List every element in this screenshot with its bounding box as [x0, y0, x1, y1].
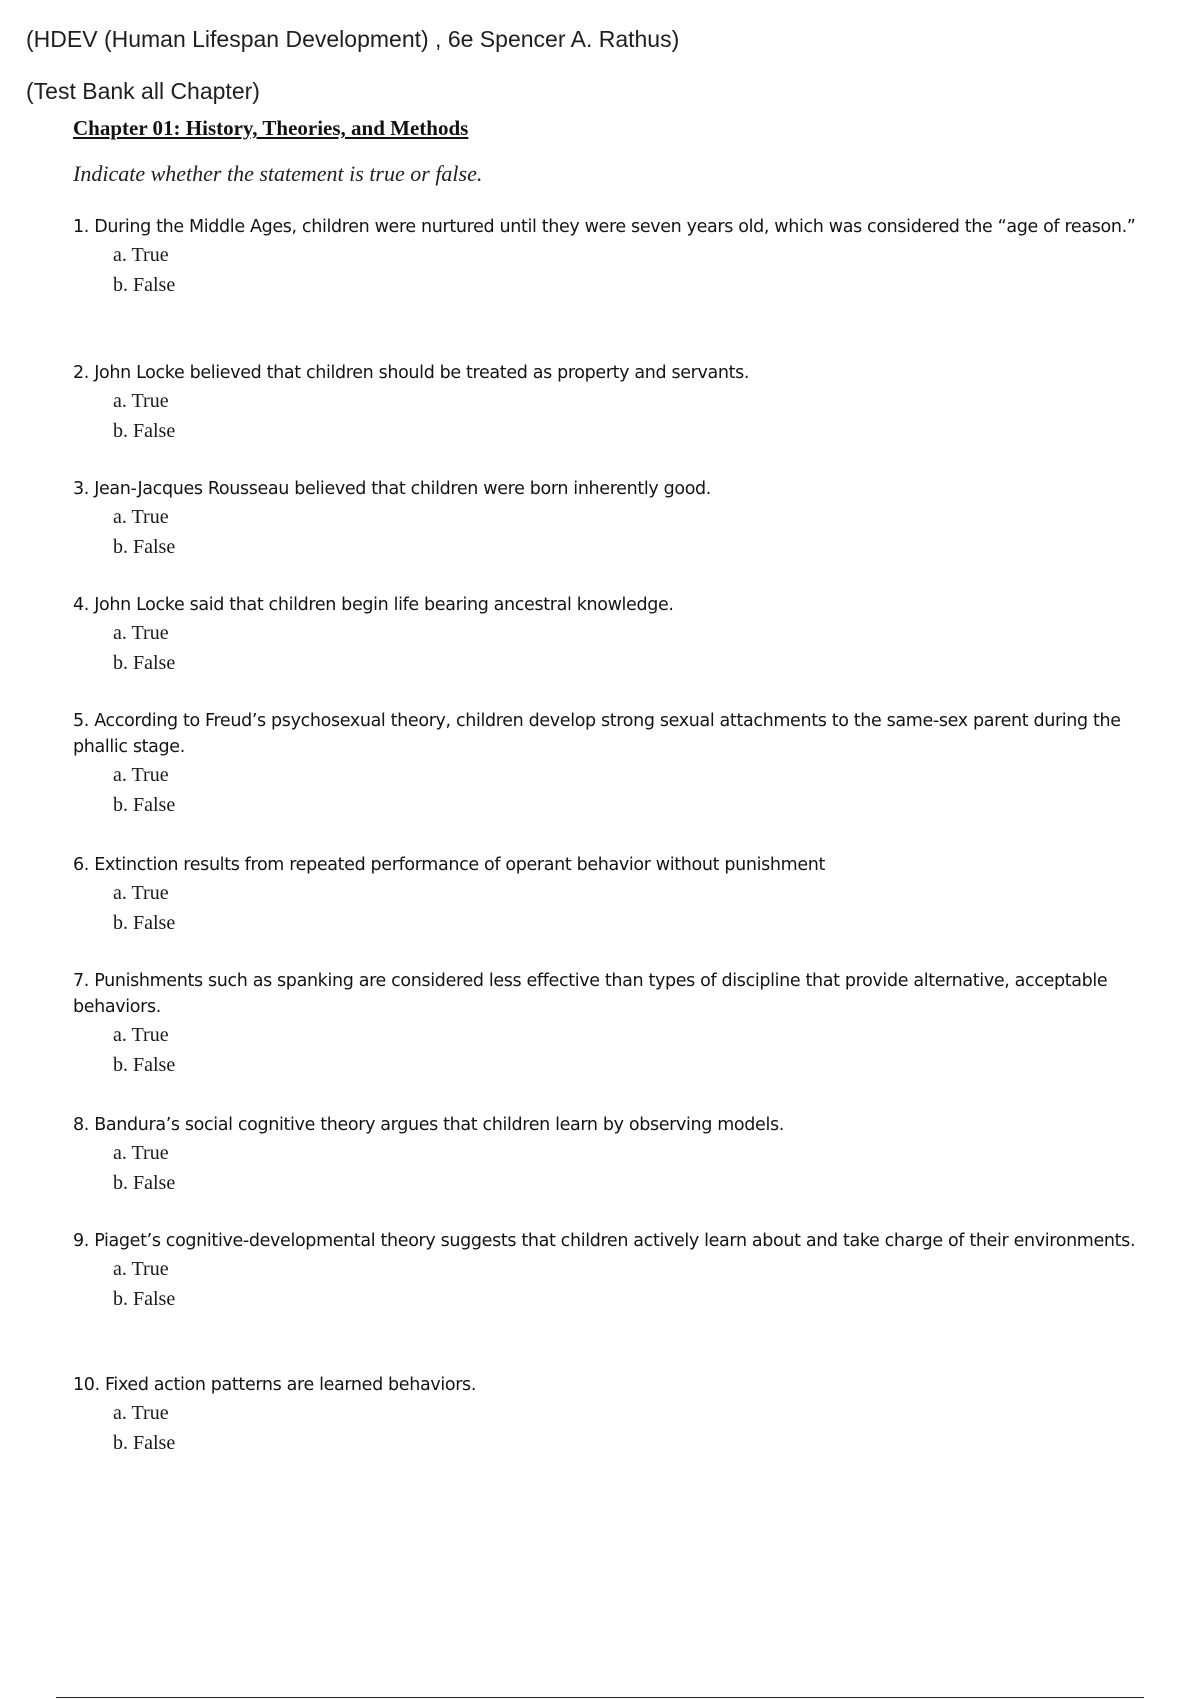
question-text: 9. Piaget’s cognitive-developmental theory suggests that children actively learn about and take charge of their environments.	[73, 1231, 1136, 1251]
question-text: 7. Punishments such as spanking are considered less effective than types of discipline that provide alternative, acceptable behaviors.	[73, 971, 1108, 1017]
option-true: a. True	[113, 244, 169, 266]
option-true: a. True	[113, 882, 169, 904]
question-1	[73, 214, 1173, 300]
question-text: 5. According to Freud’s psychosexual theory, children develop strong sexual attachments to the same-sex parent during the phallic stage.	[73, 711, 1121, 757]
question-text: 8. Bandura’s social cognitive theory argues that children learn by observing models.	[73, 1115, 784, 1135]
question-5	[73, 708, 1173, 820]
question-text: 4. John Locke said that children begin life bearing ancestral knowledge.	[73, 595, 674, 615]
question-text: 3. Jean-Jacques Rousseau believed that children were born inherently good.	[73, 479, 712, 499]
question-4	[73, 592, 1173, 678]
question-text: 6. Extinction results from repeated performance of operant behavior without punishment	[73, 855, 825, 875]
option-false: b. False	[113, 652, 176, 674]
option-false: b. False	[113, 1054, 176, 1076]
option-true: a. True	[113, 1024, 169, 1046]
option-true: a. True	[113, 1402, 169, 1424]
footer-rule	[56, 1697, 1144, 1698]
instructions: Indicate whether the statement is true or false.	[73, 161, 483, 186]
option-false: b. False	[113, 1172, 176, 1194]
option-false: b. False	[113, 794, 176, 816]
page-header: (HDEV (Human Lifespan Development) , 6e Spencer A. Rathus)	[26, 26, 680, 52]
option-false: b. False	[113, 1288, 176, 1310]
question-text: 10. Fixed action patterns are learned behaviors.	[73, 1375, 477, 1395]
question-text: 1. During the Middle Ages, children were nurtured until they were seven years old, which was considered the “age of reason.”	[73, 217, 1136, 237]
page-subheader: (Test Bank all Chapter)	[26, 78, 260, 104]
option-true: a. True	[113, 622, 169, 644]
question-7	[73, 968, 1173, 1080]
question-2	[73, 360, 1173, 446]
question-9	[73, 1228, 1173, 1314]
option-true: a. True	[113, 390, 169, 412]
question-10	[73, 1372, 1173, 1458]
question-3	[73, 476, 1173, 562]
option-true: a. True	[113, 764, 169, 786]
question-8	[73, 1112, 1173, 1198]
question-6	[73, 852, 1173, 938]
option-true: a. True	[113, 1142, 169, 1164]
option-false: b. False	[113, 912, 176, 934]
option-false: b. False	[113, 536, 176, 558]
chapter-title: Chapter 01: History, Theories, and Methods	[73, 116, 469, 140]
option-true: a. True	[113, 1258, 169, 1280]
question-text: 2. John Locke believed that children should be treated as property and servants.	[73, 363, 750, 383]
option-true: a. True	[113, 506, 169, 528]
option-false: b. False	[113, 274, 176, 296]
option-false: b. False	[113, 420, 176, 442]
option-false: b. False	[113, 1432, 176, 1454]
